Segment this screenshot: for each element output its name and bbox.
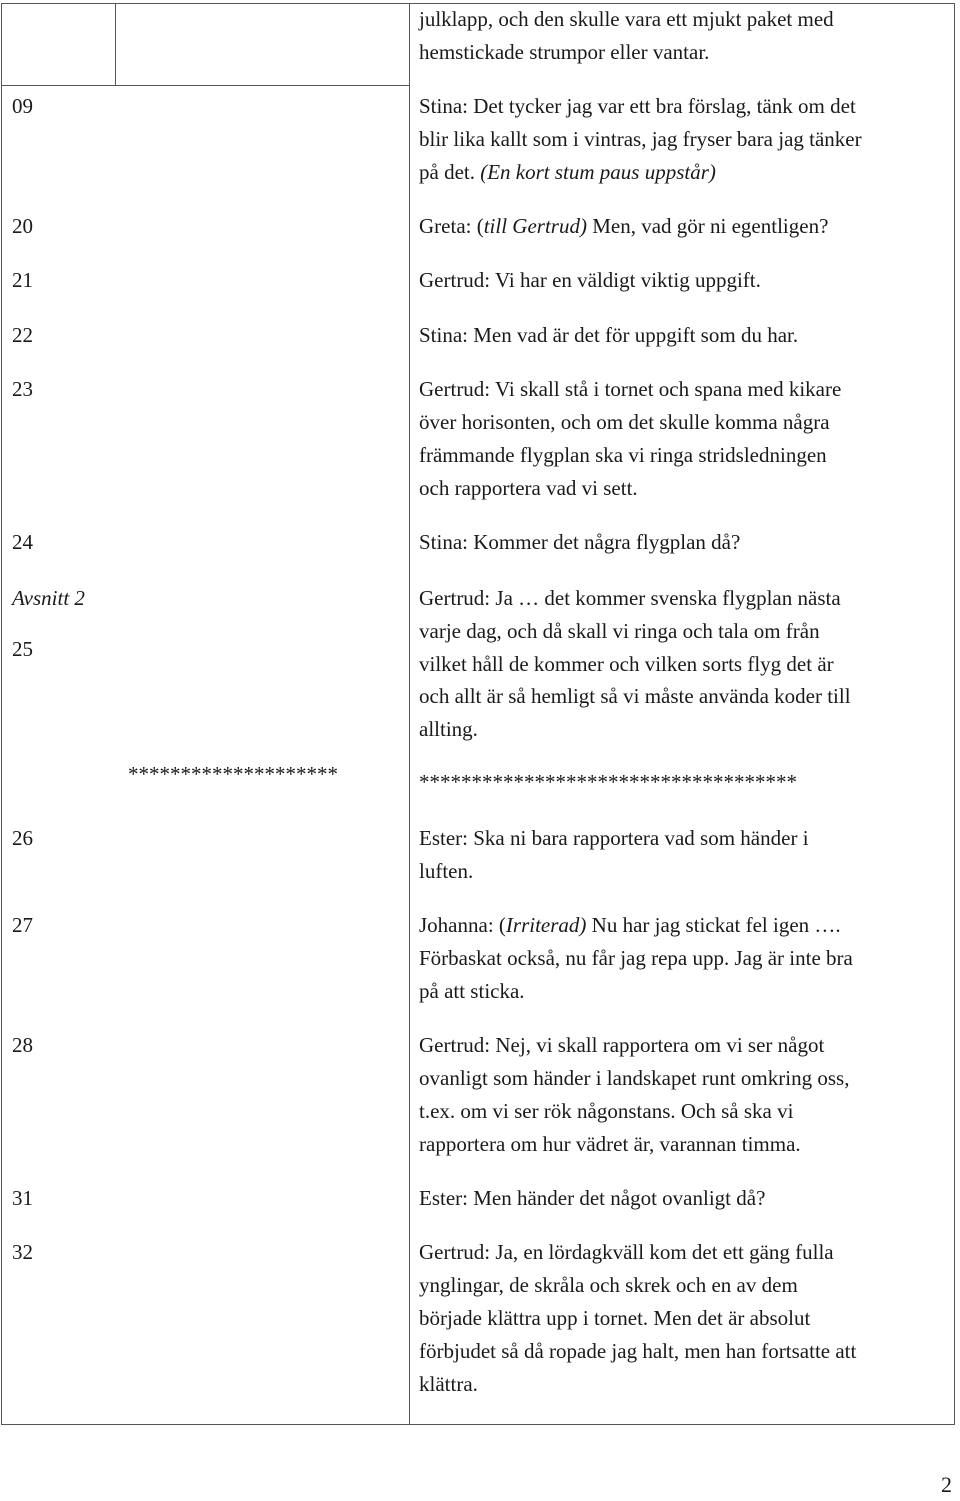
row-text-line: på att sticka. (419, 979, 525, 1003)
row-text-plain: Nu har jag stickat fel igen …. (586, 913, 841, 937)
row-number: 31 (12, 1186, 33, 1210)
section-label: Avsnitt 2 (12, 586, 85, 610)
table-right-border (954, 3, 955, 1424)
stage-direction: (En kort stum paus uppstår) (480, 160, 716, 184)
first-row-bottom-border (1, 85, 409, 86)
row-text-line: över horisonten, och om det skulle komma några (419, 410, 830, 434)
row-text-line: Ester: Men händer det något ovanligt då? (419, 1186, 766, 1210)
row-text-line: allting. (419, 717, 478, 741)
row-number: 21 (12, 268, 33, 292)
table-left-border (1, 3, 2, 1424)
row-number: 09 (12, 94, 33, 118)
row-text-line: och allt är så hemligt så vi måste använda koder till (419, 684, 851, 708)
row-text-line: hemstickade strumpor eller vantar. (419, 40, 710, 64)
row-text-plain: Greta: ( (419, 214, 484, 238)
row-text-plain: på det. (419, 160, 481, 184)
row-text-line: Ester: Ska ni bara rapportera vad som händer i (419, 826, 809, 850)
column-divider (409, 3, 410, 1424)
row-text-line: främmande flygplan ska vi ringa stridsledningen (419, 443, 827, 467)
row-text-line: Stina: Men vad är det för uppgift som du har. (419, 323, 799, 347)
row-text-line: ynglingar, de skråla och skrek och en av dem (419, 1273, 798, 1297)
row-number: 27 (12, 913, 33, 937)
row-text-line: Gertrud: Nej, vi skall rapportera om vi ser något (419, 1033, 825, 1057)
row-text-line (419, 909, 939, 942)
row-text-line (419, 210, 939, 243)
row-number: 25 (12, 637, 33, 661)
row-number: 20 (12, 214, 33, 238)
row-text-plain: Johanna: ( (419, 913, 506, 937)
row-text-line: klättra. (419, 1372, 478, 1396)
row-text-line: ovanligt som händer i landskapet runt omkring oss, (419, 1066, 850, 1090)
row-text-line: julklapp, och den skulle vara ett mjukt paket med (419, 7, 834, 31)
page-number: 2 (941, 1472, 952, 1497)
scene-divider-stars: ******************** (128, 762, 338, 786)
row-text-line: Stina: Det tycker jag var ett bra förslag, tänk om det (419, 94, 856, 118)
row-text-line: blir lika kallt som i vintras, jag fryser bara jag tänker (419, 127, 862, 151)
row-text-line: t.ex. om vi ser rök någonstans. Och så ska vi (419, 1099, 794, 1123)
row-text-line: Gertrud: Vi har en väldigt viktig uppgift. (419, 268, 761, 292)
row-text-line: varje dag, och då skall vi ringa och tala om från (419, 619, 820, 643)
row-number: 24 (12, 530, 33, 554)
stage-direction: Irriterad) (505, 913, 587, 937)
row-text-line: förbjudet så då ropade jag halt, men han fortsatte att (419, 1339, 857, 1363)
row-number: 22 (12, 323, 33, 347)
row-text-line: började klättra upp i tornet. Men det är absolut (419, 1306, 811, 1330)
row-text-line: rapportera om hur vädret är, varannan timma. (419, 1132, 801, 1156)
row-text-line: Gertrud: Ja, en lördagkväll kom det ett gäng fulla (419, 1240, 834, 1264)
scene-divider-stars: ************************************ (419, 770, 797, 794)
stage-direction: till Gertrud) (483, 214, 587, 238)
row-number: 23 (12, 377, 33, 401)
row-text-line: och rapportera vad vi sett. (419, 476, 638, 500)
row-number: 32 (12, 1240, 33, 1264)
row-text-line: vilket håll de kommer och vilken sorts flyg det är (419, 652, 834, 676)
row-number: 26 (12, 826, 33, 850)
row-text-line: Gertrud: Ja … det kommer svenska flygplan nästa (419, 586, 841, 610)
row-text-plain: Men, vad gör ni egentligen? (586, 214, 829, 238)
row-number: 28 (12, 1033, 33, 1057)
first-row-divider (115, 3, 116, 85)
row-text-line (419, 156, 939, 189)
table-bottom-border (1, 1424, 955, 1425)
row-text-line: Gertrud: Vi skall stå i tornet och spana med kikare (419, 377, 842, 401)
row-text-line: Förbaskat också, nu får jag repa upp. Jag är inte bra (419, 946, 853, 970)
row-text-line: luften. (419, 859, 474, 883)
row-text-line: Stina: Kommer det några flygplan då? (419, 530, 741, 554)
